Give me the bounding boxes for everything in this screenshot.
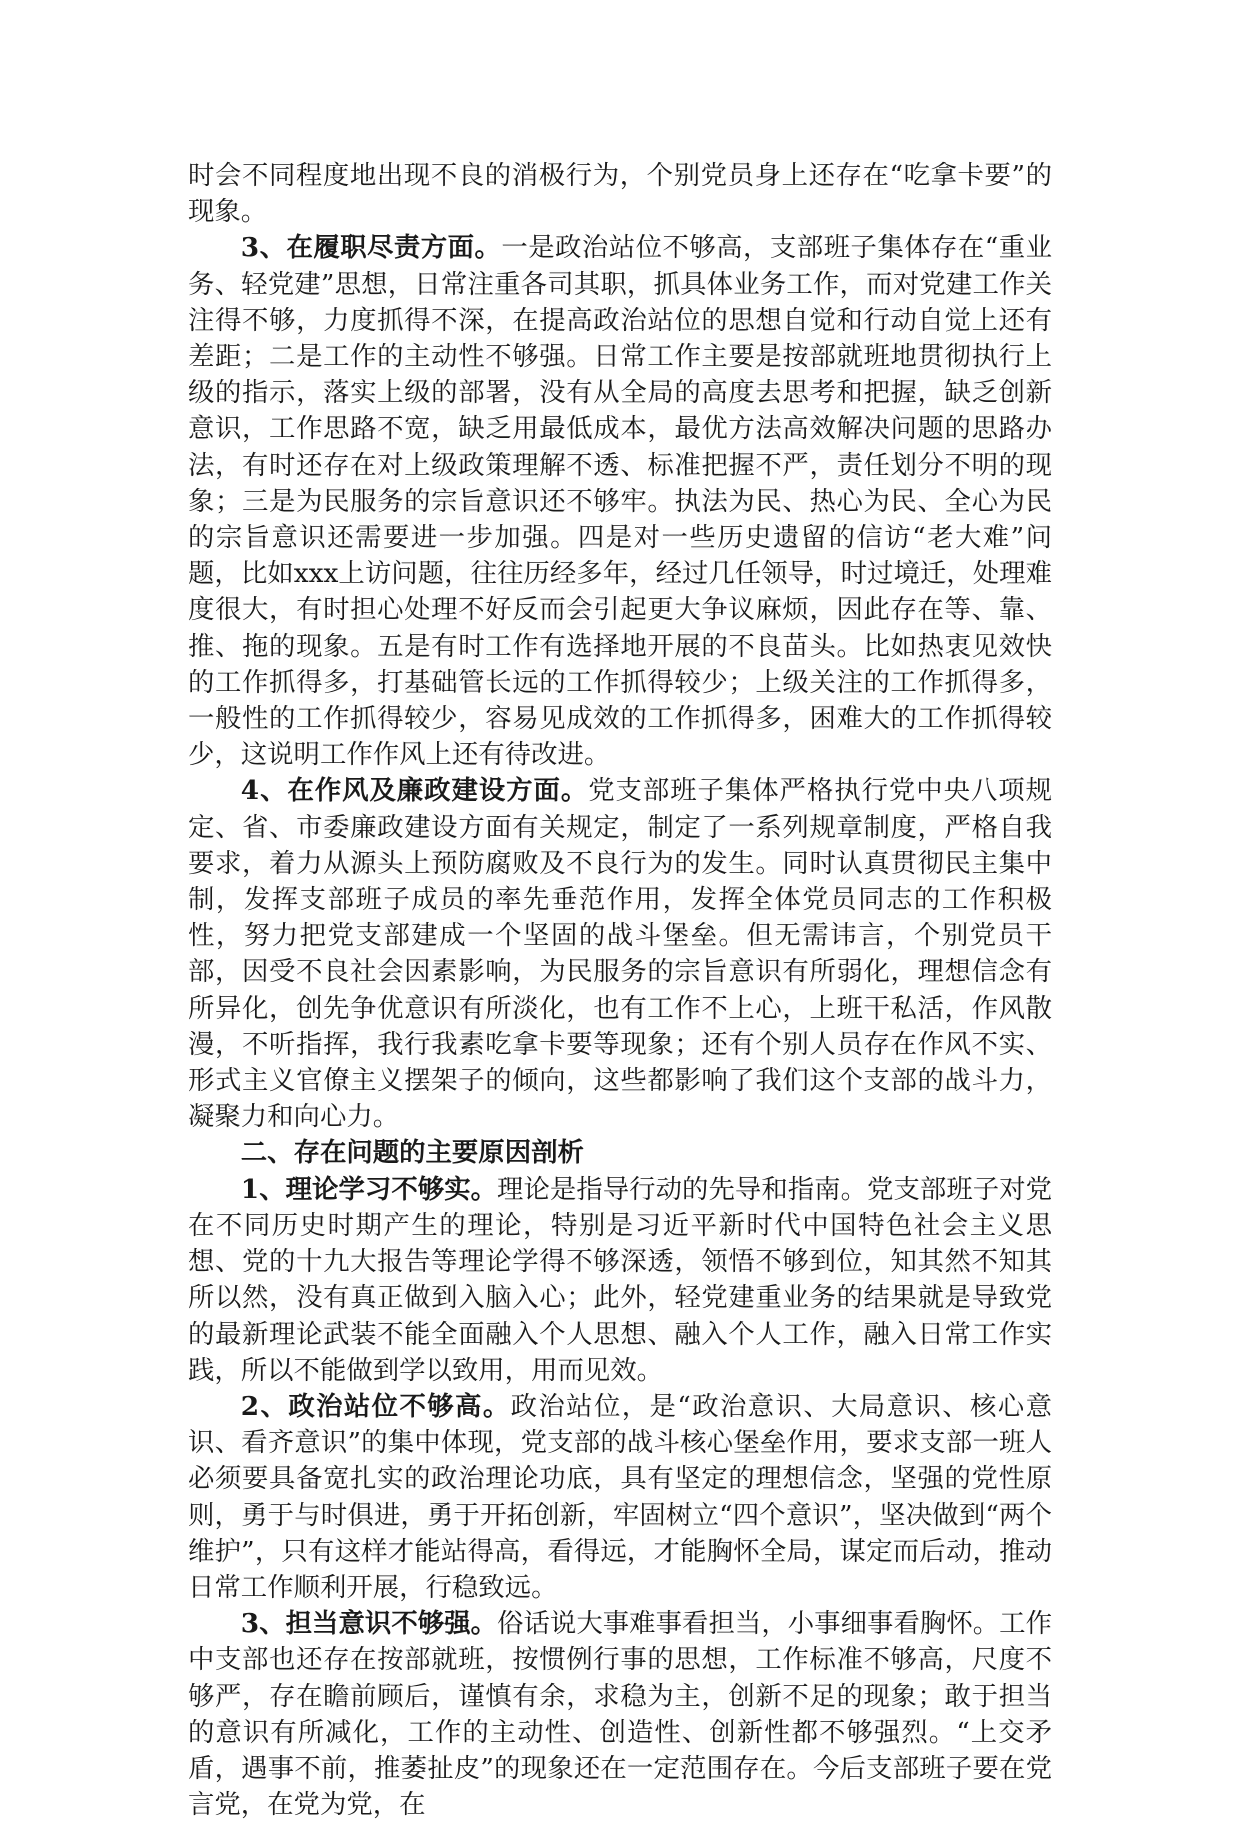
paragraph-continuation <box>188 158 1052 230</box>
paragraph-responsibility <box>188 1606 1052 1823</box>
paragraph-political-stance <box>188 1389 1052 1606</box>
paragraph-text: 俗话说大事难事看担当，小事细事看胸怀。工作中支部也还存在按部就班，按惯例行事的思想，工作标准不够高，尺度不够严，存在瞻前顾后，谨慎有余，求稳为主，创新不足的现象；敢于担当的意识有所减化，工作的主动性、创造性、创新性都不够强烈。“上交矛盾，遇事不前，推萎扯皮”的现象还在一定范围存在。今后支部班子要在党言党，在党为党，在 <box>188 1608 1052 1821</box>
paragraph-lead: 3、在履职尽责方面。 <box>240 232 502 264</box>
paragraph-lead: 4、在作风及廉政建设方面。 <box>240 775 589 807</box>
paragraph-text: 一是政治站位不够高，支部班子集体存在“重业务、轻党建”思想，日常注重各司其职，抓具体业务工作，而对党建工作关注得不够，力度抓得不深，在提高政治站位的思想自觉和行动自觉上还有差距；二是工作的主动性不够强。日常工作主要是按部就班地贯彻执行上级的指示，落实上级的部署，没有从全局的高度去思考和把握，缺乏创新意识，工作思路不宽，缺乏用最低成本，最优方法高效解决问题的思路办法，有时还存在对上级政策理解不透、标准把握不严，责任划分不明的现象；三是为民服务的宗旨意识还不够牢。执法为民、热心为民、全心为民的宗旨意识还需要进一步加强。四是对一些历史遗留的信访“老大难”问题，比如xxx上访问题，往往历经多年，经过几任领导，时过境迁，处理难度很大，有时担心处理不好反而会引起更大争议麻烦，因此存在等、靠、推、拖的现象。五是有时工作有选择地开展的不良苗头。比如热衷见效快的工作抓得多，打基础管长远的工作抓得较少；上级关注的工作抓得多，一般性的工作抓得较少，容易见成效的工作抓得多，困难大的工作抓得较少，这说明工作作风上还有待改进。 <box>188 232 1052 771</box>
document-body <box>188 158 1052 1823</box>
paragraph-theory-study <box>188 1172 1052 1389</box>
paragraph-text: 时会不同程度地出现不良的消极行为，个别党员身上还存在“吃拿卡要”的现象。 <box>188 160 1052 228</box>
paragraph-text: 理论是指导行动的先导和指南。党支部班子对党在不同历史时期产生的理论，特别是习近平新时代中国特色社会主义思想、党的十九大报告等理论学得不够深透，领悟不够到位，知其然不知其所以然，没有真正做到入脑入心；此外，轻党建重业务的结果就是导致党的最新理论武装不能全面融入个人思想、融入个人工作，融入日常工作实践，所以不能做到学以致用，用而见效。 <box>188 1173 1052 1386</box>
paragraph-lead: 2、政治站位不够高。 <box>240 1390 511 1422</box>
paragraph-text: 政治站位，是“政治意识、大局意识、核心意识、看齐意识”的集中体现，党支部的战斗核心堡垒作用，要求支部一班人必须要具备宽扎实的政治理论功底，具有坚定的理想信念，坚强的党性原则，勇于与时俱进，勇于开拓创新，牢固树立“四个意识”，坚决做到“两个维护”，只有这样才能站得高，看得远，才能胸怀全局，谋定而后动，推动日常工作顺利开展，行稳致远。 <box>188 1390 1052 1603</box>
paragraph-lead: 1、理论学习不够实。 <box>240 1173 498 1205</box>
paragraph-conduct-integrity <box>188 773 1052 1135</box>
paragraph-text: 党支部班子集体严格执行党中央八项规定、省、市委廉政建设方面有关规定，制定了一系列规章制度，严格自我要求，着力从源头上预防腐败及不良行为的发生。同时认真贯彻民主集中制，发挥支部班子成员的率先垂范作用，发挥全体党员同志的工作积极性，努力把党支部建成一个坚固的战斗堡垒。但无需讳言，个别党员干部，因受不良社会因素影响，为民服务的宗旨意识有所弱化，理想信念有所异化，创先争优意识有所淡化，也有工作不上心，上班干私活，作风散漫，不听指挥，我行我素吃拿卡要等现象；还有个别人员存在作风不实、形式主义官僚主义摆架子的倾向，这些都影响了我们这个支部的战斗力，凝聚力和向心力。 <box>188 775 1052 1133</box>
paragraph-duty-performance <box>188 230 1052 773</box>
paragraph-lead: 3、担当意识不够强。 <box>240 1608 498 1640</box>
section-heading: 二、存在问题的主要原因剖析 <box>240 1137 584 1169</box>
